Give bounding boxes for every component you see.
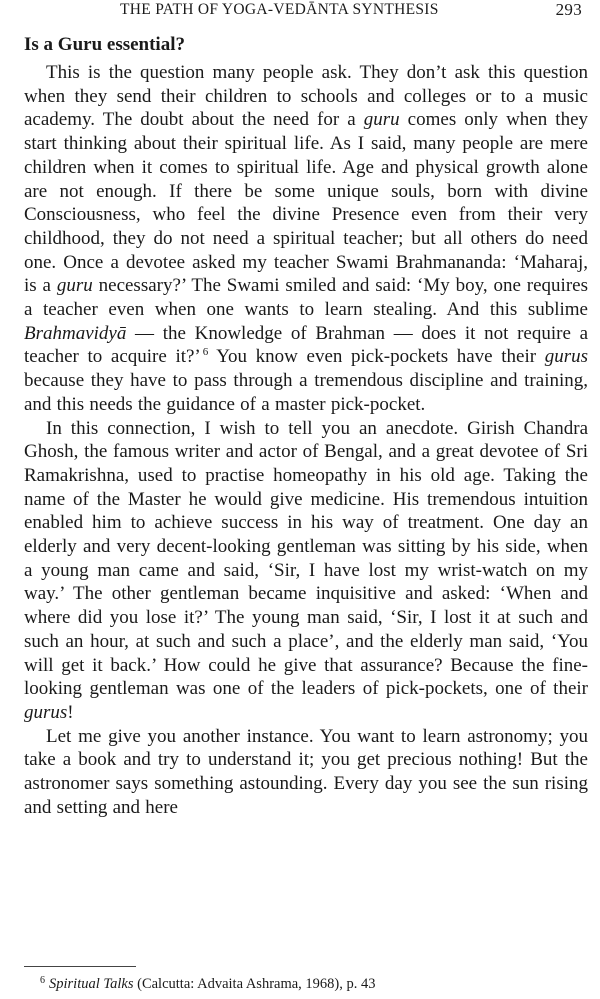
page-number: 293 xyxy=(555,0,582,19)
body-text xyxy=(24,61,588,820)
text-span: In this connection, I wish to tell you an anecdote. Girish Chandra Ghosh, the famous writer and actor of Bengal, and a great devotee of Sri Ramakrishna, used to practise homeopathy in his old age. Taking the name of the Master he would give medicine. His tremendous intuition enabled him to achieve success in his way of treatment. One day an elderly and very decent-looking gentleman was sitting by his side, when a young man came and said, ‘Sir, I have lost my wrist-watch on my way.’ The other gentleman became inquisitive and asked: ‘When and where did you lose it?’ The young man said, ‘Sir, I lost it at such and such an hour, at such and such a place’, and the elderly man said, ‘You will get it back.’ How could he give that assurance? Because the fine-looking gentleman was one of the leaders of pick-pockets, one of their xyxy=(24,417,588,700)
text-span: You know even pick-pockets have their xyxy=(208,346,545,368)
text-span: — the Knowledge of Brahman — does it not require a teacher to acquire it?’ xyxy=(24,322,588,368)
italic-term: gurus xyxy=(24,701,68,723)
paragraph-2 xyxy=(24,417,588,725)
text-span: comes only when they start thinking about their spiritual life. As I said, many people are mere children when it comes to spiritual life. Age and physical growth alone are not enough. If there be some unique souls, born with divine Consciousness, who feel the divine Presence even from their very childhood, they do not need a spiritual teacher; but all others do need one. Once a devotee asked my teacher Swami Brahmananda: ‘Maharaj, is a xyxy=(24,109,588,297)
footnote-divider xyxy=(24,966,136,967)
footnote-text: (Calcutta: Advaita Ashrama, 1968), p. 43 xyxy=(133,976,376,992)
italic-term: gurus xyxy=(544,346,588,368)
running-title: THE PATH OF YOGA-VEDĀNTA SYNTHESIS xyxy=(120,1,439,18)
text-span: This is the question many people ask. They don’t ask this question when they send their children to schools and colleges or to a music academy. The doubt about the need for a xyxy=(24,62,588,131)
footnote-number: 6 xyxy=(40,975,45,986)
italic-term: guru xyxy=(363,109,400,131)
paragraph-3 xyxy=(24,725,588,820)
text-span: because they have to pass through a tremendous discipline and training, and this needs the guidance of a master pick-pocket. xyxy=(24,370,588,415)
paragraph-1 xyxy=(24,61,588,417)
italic-term: Brahmavidyā xyxy=(24,322,127,344)
footnote xyxy=(40,972,376,993)
text-span: Let me give you another instance. You want to learn astronomy; you take a book and try to understand it; you get precious nothing! But the astronomer says something astounding. Every day you see the sun rising and setting and here xyxy=(24,725,588,818)
text-span: necessary?’ The Swami smiled and said: ‘My boy, one requires a teacher even when one wants to learn stealing. And this sublime xyxy=(24,275,588,321)
footnote-title: Spiritual Talks xyxy=(49,976,134,992)
running-header xyxy=(24,0,588,26)
text-span: ! xyxy=(67,701,74,723)
footnote-reference: 6 xyxy=(202,346,209,359)
section-title: Is a Guru essential? xyxy=(24,34,185,55)
italic-term: guru xyxy=(56,275,93,297)
